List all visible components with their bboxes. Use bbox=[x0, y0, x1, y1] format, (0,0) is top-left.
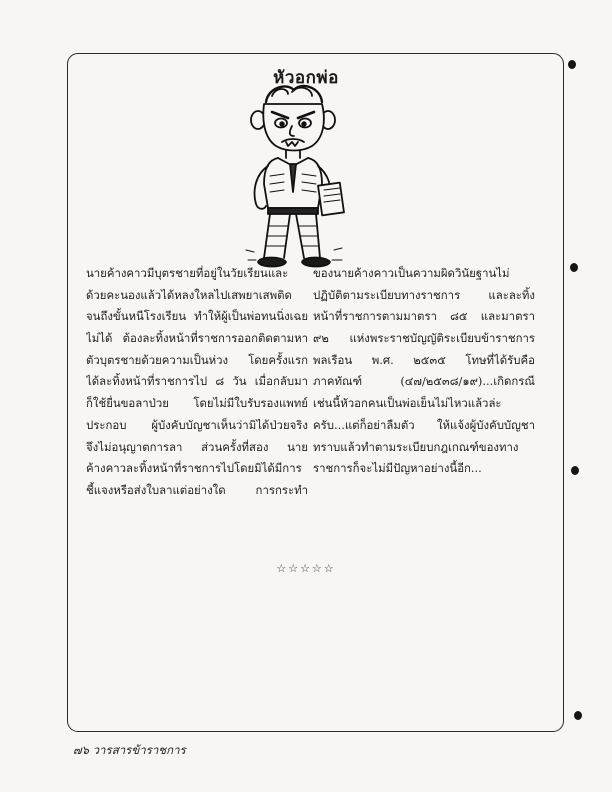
text-line: ปฏิบัติตามระเบียบทางราชการ และละทิ้ง bbox=[313, 287, 535, 302]
text-line: จนถึงขั้นหนีโรงเรียน ทำให้ผู้เป็นพ่อทนนิ่งเฉย bbox=[86, 309, 308, 324]
article-column-left bbox=[86, 263, 308, 502]
text-line: ค้างคาวละทิ้งหน้าที่ราชการไปโดยมิได้มีการ bbox=[86, 461, 302, 476]
text-line: ครับ...แต่ก็อย่าลืมตัว ให้แจ้งผู้บังคับบัญชา bbox=[313, 417, 535, 432]
text-line: ชี้แจงหรือส่งใบลาแต่อย่างใด การกระทำ bbox=[86, 482, 308, 497]
text-line: ด้วยคะนองแล้วได้หลงใหลไปเสพยาเสพติด bbox=[86, 287, 292, 302]
text-line: พลเรือน พ.ศ. ๒๕๓๕ โทษที่ได้รับคือ bbox=[313, 352, 535, 367]
text-line: ๙๒ แห่งพระราชบัญญัติระเบียบข้าราชการ bbox=[313, 331, 535, 346]
text-line: จึงไม่อนุญาตการลา ส่วนครั้งที่สอง นาย bbox=[86, 439, 308, 454]
text-line: ตัวบุตรชายด้วยความเป็นห่วง โดยครั้งแรก bbox=[86, 352, 308, 367]
text-line: ประกอบ ผู้บังคับบัญชาเห็นว่ามิได้ป่วยจริง bbox=[86, 417, 308, 432]
text-line: ของนายค้างคาวเป็นความผิดวินัยฐานไม่ bbox=[313, 266, 510, 280]
text-line: ก็ใช้ยื่นขอลาป่วย โดยไม่มีใบรับรองแพทย์ bbox=[86, 396, 308, 411]
section-end-stars: ☆☆☆☆☆ bbox=[276, 562, 336, 575]
cartoon-illustration bbox=[228, 80, 358, 280]
page-footer: ๗๖ วารสารข้าราชการ bbox=[73, 743, 186, 757]
text-line: ราชการก็จะไม่มีปัญหาอย่างนี้อีก... bbox=[313, 461, 482, 476]
punch-hole bbox=[571, 466, 579, 475]
text-line: นายค้างคาวมีบุตรชายที่อยู่ในวัยเรียนและ bbox=[86, 266, 289, 280]
punch-hole bbox=[570, 263, 578, 272]
article-title: หัวอกพ่อ bbox=[273, 68, 339, 88]
text-line: ทราบแล้วทำตามระเบียบกฎเกณฑ์ของทาง bbox=[313, 439, 519, 454]
article-column-right bbox=[313, 263, 535, 480]
text-line: ได้ละทิ้งหน้าที่ราชการไป ๘ วัน เมื่อกลับมา bbox=[86, 374, 308, 389]
text-line: ภาคทัณฑ์ (๔๗/๒๕๓๘/๑๙)...เกิดกรณี bbox=[313, 374, 535, 389]
text-line: หน้าที่ราชการตามมาตรา ๘๕ และมาตรา bbox=[313, 309, 535, 324]
text-line: ไม่ได้ ต้องละทิ้งหน้าที่ราชการออกติดตามหา bbox=[86, 331, 308, 346]
punch-hole bbox=[574, 711, 582, 720]
text-line: เช่นนี้หัวอกคนเป็นพ่อเย็นไม่ไหวแล้วล่ะ bbox=[313, 396, 502, 411]
